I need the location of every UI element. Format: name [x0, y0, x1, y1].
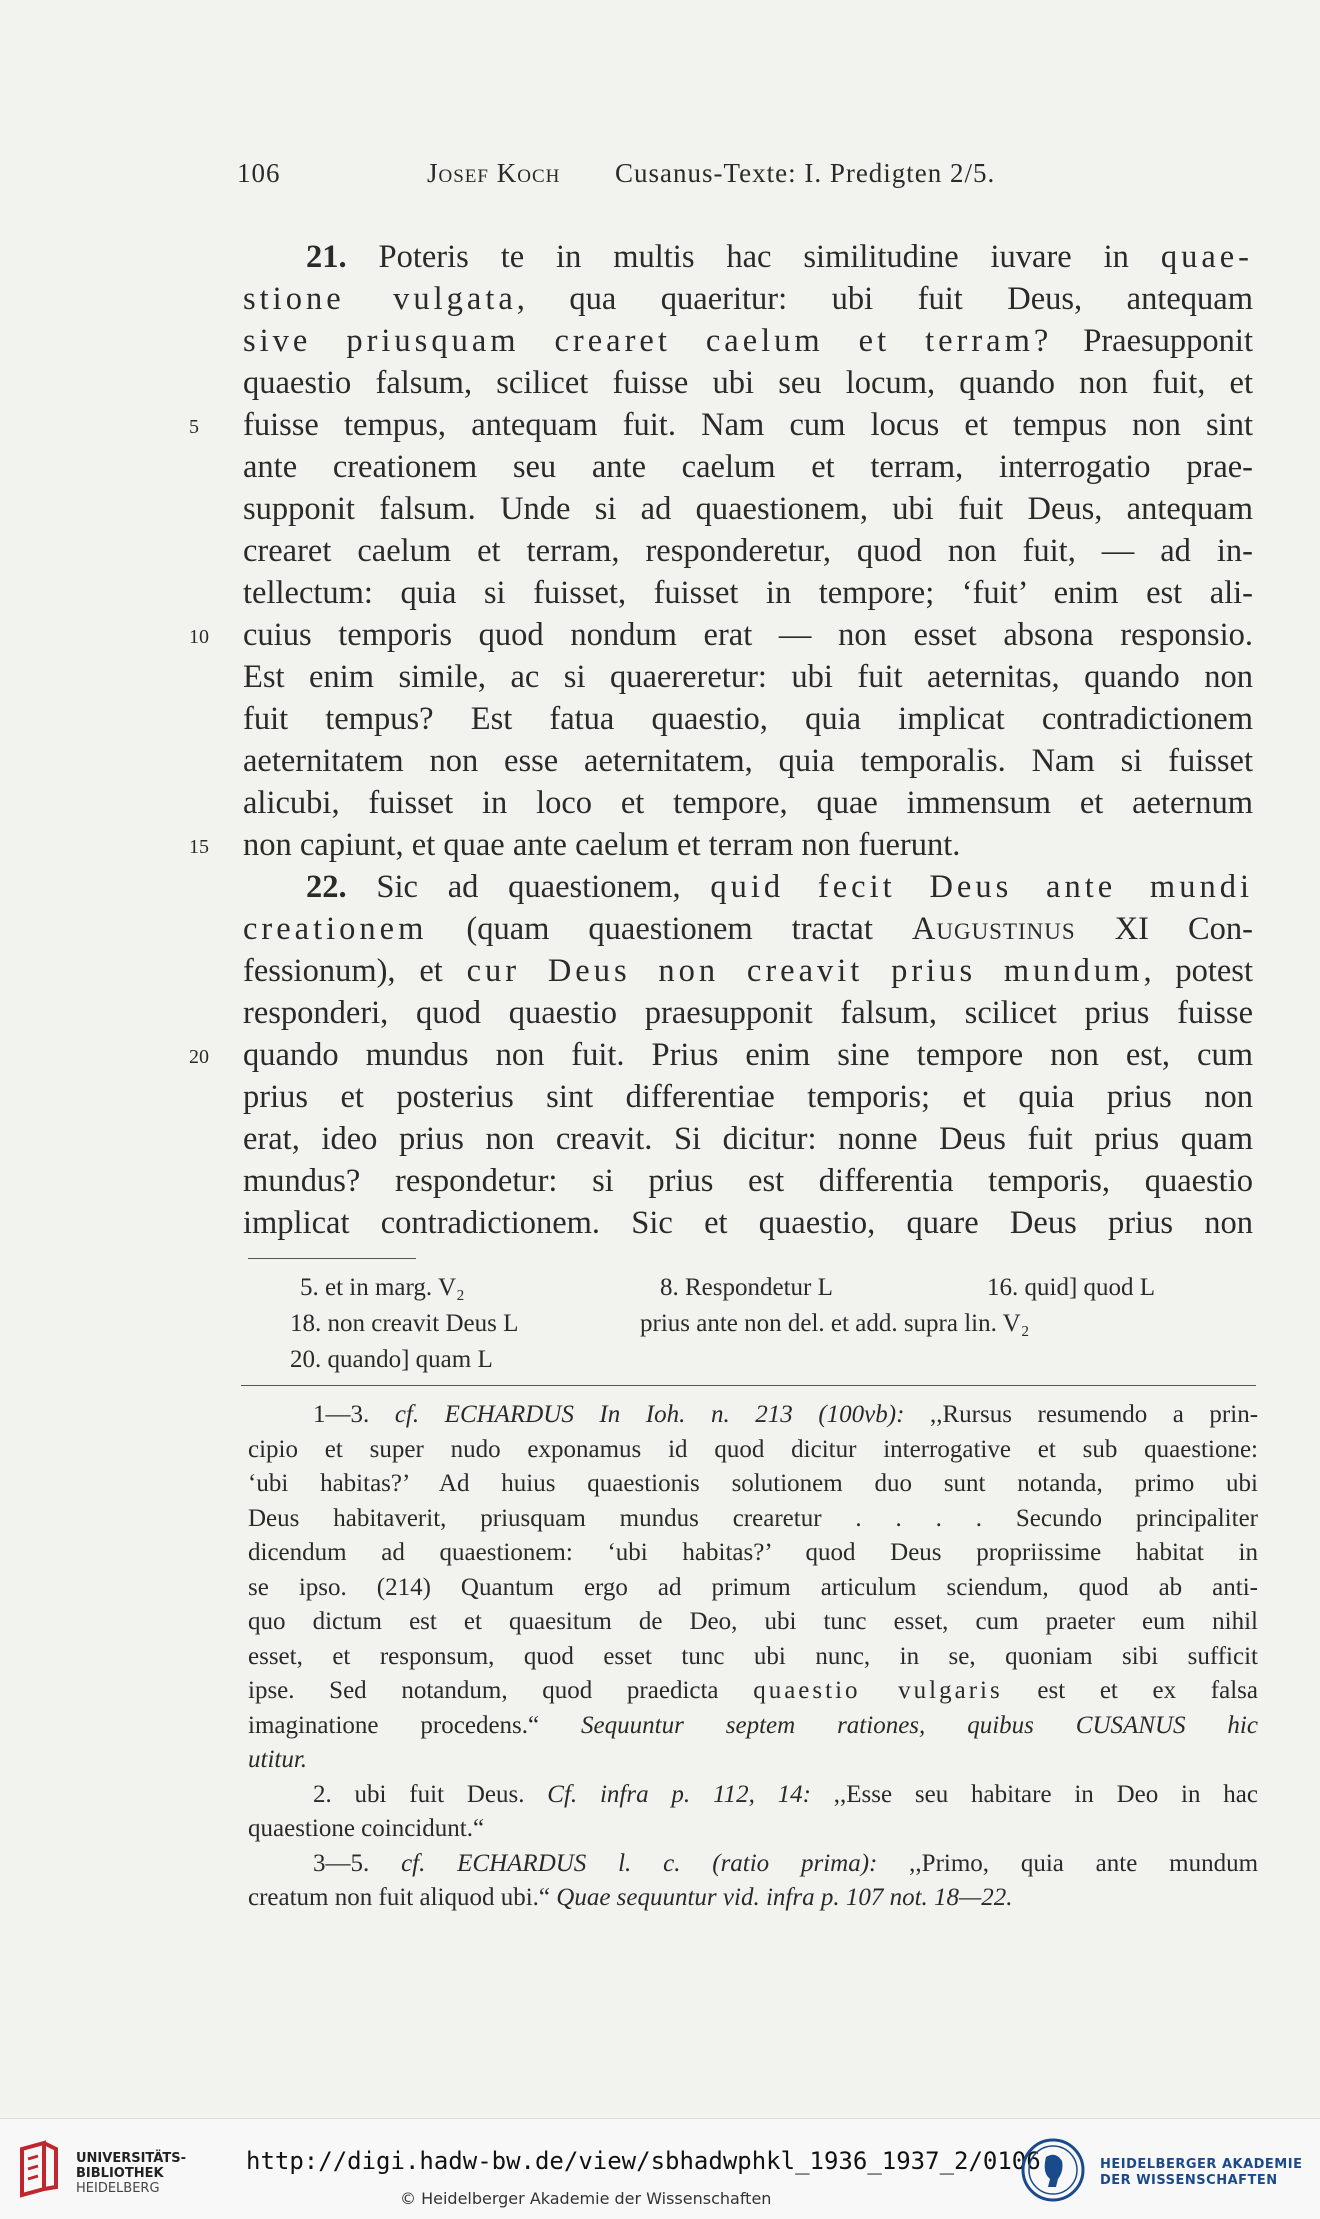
library-name: UNIVERSITÄTS- BIBLIOTHEK HEIDELBERG: [76, 2151, 186, 2196]
line-number: 5: [189, 416, 199, 438]
text-line: [243, 572, 1253, 614]
text-line: [189, 1034, 1253, 1076]
text-run: creationem: [243, 911, 428, 947]
line-number: 15: [189, 836, 209, 858]
text-line: [243, 740, 1253, 782]
text-line: [189, 824, 1253, 866]
note-line: 1—3. cf. ECHARDUS In Ioh. n. 213 (100vb): ,,Rursus resumendo a prin-: [313, 1401, 1259, 1428]
text-line: [243, 362, 1253, 404]
text-line: [243, 782, 1253, 824]
text-run: fuisse tempus, antequam fuit. Nam cum locus et tempus non sint: [243, 407, 1253, 443]
text-line: [243, 488, 1253, 530]
running-title: Cusanus-Texte: I. Predigten 2/5.: [615, 158, 996, 188]
text-line: [243, 236, 1253, 278]
note-line: esset, et responsum, quod esset tunc ubi nunc, in se, quoniam sibi sufficit: [248, 1642, 1258, 1670]
apparatus-entry: 5. et in marg. V₂: [300, 1274, 465, 1301]
text-run: XI Con-: [1075, 911, 1253, 947]
text-run: quid fecit Deus ante mundi: [710, 869, 1253, 905]
line-number: 20: [189, 1046, 209, 1068]
university-library-logo-icon: [14, 2139, 64, 2199]
text-line: [243, 1118, 1253, 1160]
text-run: , qua quaeritur: ubi fuit Deus, antequam: [516, 281, 1253, 317]
text-line: [243, 866, 1253, 908]
text-line: [243, 1076, 1253, 1118]
text-run: 22.: [306, 869, 347, 905]
text-line: [243, 992, 1253, 1034]
note-line: quaestione coincidunt.“: [248, 1815, 485, 1842]
text-run: prius et posterius sint differentiae temporis; et quia prius non: [243, 1079, 1253, 1115]
text-line: [243, 950, 1253, 992]
text-line: [243, 908, 1253, 950]
source-notes: [248, 1398, 1258, 1916]
copyright-notice: © Heidelberger Akademie der Wissenschaften: [400, 2189, 772, 2208]
text-line: [243, 1160, 1253, 1202]
text-run: tellectum: quia si fuisset, fuisset in tempore; ‘fuit’ enim est ali-: [243, 575, 1253, 611]
footer-bar: [0, 2118, 1320, 2219]
text-run: Sic ad quaestionem,: [346, 869, 711, 905]
text-run: ante creationem seu ante caelum et terram, interrogatio prae-: [243, 449, 1253, 485]
permalink-url[interactable]: http://digi.hadw-bw.de/view/sbhadwphkl_1936_1937_2/0106: [246, 2147, 1041, 2175]
text-run: non capiunt, et quae ante caelum et terram non fuerunt.: [243, 827, 961, 863]
apparatus-row: [290, 1342, 1260, 1378]
text-run: cuius temporis quod nondum erat — non esset absona responsio.: [243, 617, 1253, 653]
academy-seal-icon: [1020, 2135, 1086, 2205]
text-run: 21.: [306, 239, 347, 275]
text-line: [189, 614, 1253, 656]
text-run: supponit falsum. Unde si ad quaestionem, ubi fuit Deus, antequam: [243, 491, 1253, 527]
text-run: quando mundus non fuit. Prius enim sine tempore non est, cum: [243, 1037, 1253, 1073]
text-run: mundus? respondetur: si prius est differentia temporis, quaestio: [243, 1163, 1253, 1199]
text-line: [243, 446, 1253, 488]
text-run: Est enim simile, ac si quaereretur: ubi fuit aeternitas, quando non: [243, 659, 1253, 695]
note-line: 2. ubi fuit Deus. Cf. infra p. 112, 14: ,,Esse seu habitare in Deo in hac: [313, 1780, 1259, 1808]
line-number: 10: [189, 626, 209, 648]
text-run: responderi, quod quaestio praesupponit falsum, scilicet prius fuisse: [243, 995, 1253, 1031]
critical-apparatus: [290, 1270, 1260, 1378]
text-line: [189, 404, 1253, 446]
note-line: quo dictum est et quaesitum de Deo, ubi tunc esset, cum praeter eum nihil: [248, 1608, 1258, 1635]
text-run: stione vulgata: [243, 281, 517, 317]
text-run: Poteris te in multis hac similitudine iuvare in: [346, 239, 1161, 275]
apparatus-entry: 18. non creavit Deus L: [290, 1310, 519, 1337]
apparatus-entry: 16. quid] quod L: [987, 1274, 1156, 1301]
note-line: imaginatione procedens.“ Sequuntur septem rationes, quibus CUSANUS hic: [248, 1711, 1258, 1739]
note-line: utitur.: [248, 1746, 308, 1773]
text-line: [243, 278, 1253, 320]
text-line: [243, 1202, 1253, 1244]
text-run: fuit tempus? Est fatua quaestio, quia implicat contradictionem: [243, 701, 1253, 737]
text-line: [243, 320, 1253, 362]
academy-name: HEIDELBERGER AKADEMIE DER WISSENSCHAFTEN: [1100, 2157, 1303, 2188]
text-line: [243, 698, 1253, 740]
text-run: aeternitatem non esse aeternitatem, quia temporalis. Nam si fuisset: [243, 743, 1253, 779]
notes-rule: [241, 1385, 1256, 1386]
main-text: [189, 236, 1253, 1244]
text-run: quaestio falsum, scilicet fuisse ubi seu locum, quando non fuit, et: [243, 365, 1253, 401]
apparatus-entry: 20. quando] quam L: [290, 1346, 493, 1373]
apparatus-row: [290, 1306, 1260, 1342]
author-name: Josef Koch: [427, 158, 561, 188]
note-line: 3—5. cf. ECHARDUS l. c. (ratio prima): ,,Primo, quia ante mundum: [313, 1849, 1259, 1877]
note-line: dicendum ad quaestionem: ‘ubi habitas?’ quod Deus propriissime habitat in: [248, 1539, 1258, 1566]
text-run: , potest: [1143, 953, 1253, 989]
text-run: crearet caelum et terram, responderetur, quod non fuit, — ad in-: [243, 533, 1253, 569]
text-line: [243, 656, 1253, 698]
note-line: cipio et super nudo exponamus id quod dicitur interrogative et sub quaestione:: [248, 1435, 1258, 1463]
text-run: alicubi, fuisset in loco et tempore, quae immensum et aeternum: [243, 785, 1253, 821]
apparatus-entry: 8. Respondetur L: [660, 1274, 833, 1301]
note-line: se ipso. (214) Quantum ergo ad primum articulum sciendum, quod ab anti-: [248, 1573, 1258, 1601]
page-number: 106: [237, 158, 281, 188]
apparatus-rule: [248, 1258, 416, 1259]
text-run: cur Deus non creavit prius mundum: [466, 953, 1144, 989]
text-line: [243, 530, 1253, 572]
text-run: sive priusquam crearet caelum et terram?: [243, 323, 1053, 359]
note-line: creatum non fuit aliquod ubi.“ Quae sequuntur vid. infra p. 107 not. 18—22.: [248, 1884, 1013, 1911]
text-run: erat, ideo prius non creavit. Si dicitur: nonne Deus fuit prius quam: [243, 1121, 1253, 1157]
note-line: Deus habitaverit, priusquam mundus crearetur . . . . Secundo principaliter: [248, 1504, 1258, 1532]
text-run: implicat contradictionem. Sic et quaestio, quare Deus prius non: [243, 1205, 1253, 1241]
text-run: quae-: [1160, 239, 1253, 275]
note-line: ‘ubi habitas?’ Ad huius quaestionis solutionem duo sunt notanda, primo ubi: [248, 1470, 1258, 1497]
text-run: (quam quaestionem tractat: [427, 911, 912, 947]
text-run: Augustinus: [911, 911, 1076, 947]
apparatus-entry: prius ante non del. et add. supra lin. V₂: [640, 1310, 1030, 1337]
text-run: fessionum), et: [243, 953, 467, 989]
text-run: Praesupponit: [1052, 323, 1253, 359]
note-line: ipse. Sed notandum, quod praedicta quaestio vulgaris est et ex falsa: [248, 1677, 1258, 1704]
apparatus-row: [300, 1270, 1260, 1306]
